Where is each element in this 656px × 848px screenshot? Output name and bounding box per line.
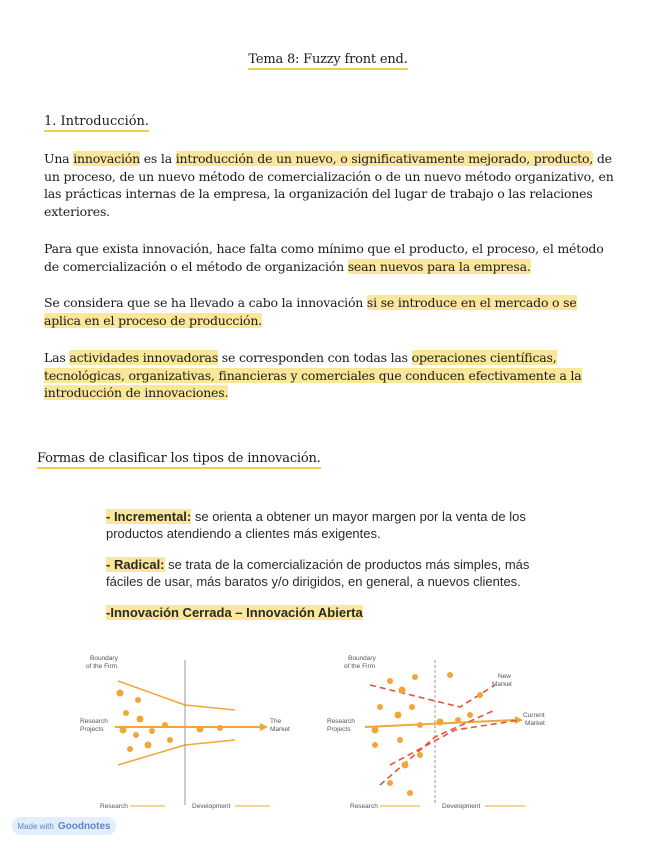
leak-lines [370, 685, 520, 785]
bullet-cerrada-abierta: -Innovación Cerrada – Innovación Abierta [106, 605, 363, 620]
section-heading-formas: Formas de clasificar los tipos de innovación. [37, 451, 321, 466]
goodnotes-watermark: Made with Goodnotes [12, 817, 116, 835]
bullet-radical: - Radical: se trata de la comercialización de productos más simples, más fáciles de usar, más baratos y/o dirigidos, en general, a nuevos clientes. [106, 557, 530, 589]
highlight: operaciones científicas, tecnológicas, organizativas, financieras y comerciales que conducen efectivamente a la introducción de innovaciones. [44, 350, 582, 400]
paragraph-actividades: Las actividades innovadoras se corresponden con todas las operaciones científicas, tecnológicas, organizativas, financieras y comerciales que conducen efectivamente a la introducción de innovaciones. [44, 350, 582, 400]
research-projects-label: Research Projects [327, 718, 355, 733]
section-heading-introduccion: 1. Introducción. [44, 114, 149, 129]
research-label: Research [350, 803, 378, 810]
research-label: Research [100, 803, 128, 810]
paragraph-requisito: Para que exista innovación, hace falta como mínimo que el producto, el proceso, el método de comercialización o el método de organización sean nuevos para la empresa. [44, 241, 604, 274]
highlight: sean nuevos para la empresa. [347, 258, 531, 274]
current-market-label: Current Market [523, 712, 545, 727]
funnel-bottom-line [118, 740, 235, 765]
paragraph-introduccion-mercado: Se considera que se ha llevado a cabo la innovación si se introduce en el mercado o se aplica en el proceso de producción. [44, 295, 577, 328]
highlight: introducción de un nuevo, o significativamente mejorado, producto, [175, 151, 594, 166]
boundary-label: Boundary of the Firm [344, 655, 376, 670]
closed-innovation-diagram [70, 645, 320, 820]
new-market-label: New Market [492, 673, 512, 688]
page-title: Tema 8: Fuzzy front end. [0, 52, 656, 67]
highlight: innovación [73, 151, 140, 166]
highlight: si se introduce en el mercado o se aplica en el proceso de producción. [44, 295, 577, 328]
market-label: The Market [270, 718, 290, 733]
funnel-top-line [118, 681, 235, 710]
research-projects-label: Research Projects [80, 718, 108, 733]
boundary-label: Boundary of the Firm [86, 655, 118, 670]
open-innovation-diagram [320, 645, 560, 820]
development-label: Development [192, 803, 231, 810]
paragraph-definicion: Una innovación es la introducción de un nuevo, o significativamente mejorado, producto, de un proceso, de un nuevo método de comercialización o de un nuevo método organizativo, en las prácticas internas de la empresa, la organización del lugar de trabajo o las relaciones exteriores. [44, 151, 614, 219]
development-label: Development [442, 803, 481, 810]
bullet-incremental: - Incremental: se orienta a obtener un mayor margen por la venta de los productos atendiendo a clientes más exigentes. [106, 509, 526, 541]
highlight: actividades innovadoras [69, 350, 219, 365]
